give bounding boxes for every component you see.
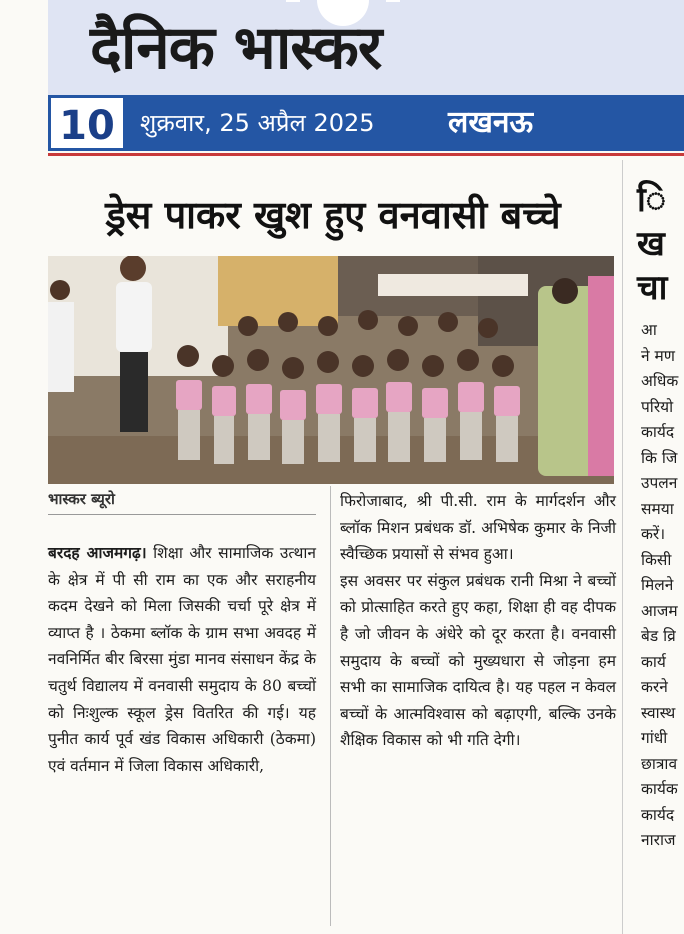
adjacent-line: समया	[641, 499, 674, 518]
adjacent-line: करने	[641, 678, 668, 696]
masthead	[48, 0, 684, 95]
article-paragraph: इस अवसर पर संकुल प्रबंधक रानी मिश्रा ने बच्चों को प्रोत्साहित करते हुए कहा, शिक्षा ही वह दीपक है जो जीवन के अंधेरे को दूर करता है। वनवासी समुदाय के बच्चों को मुख्यधारा से जोड़ना हम सभी का सामाजिक दायित्व है। यह पहल न केवल बच्चों के आत्मविश्वास को बढ़ाएगी, बल्कि उनके शैक्षिक विकास को भी गति देगी।	[340, 571, 616, 750]
adjacent-column	[641, 318, 678, 854]
adjacent-line: बेड व्रि	[641, 627, 676, 645]
article-photo	[48, 256, 614, 484]
adjacent-line: कार्यद	[641, 423, 675, 441]
adjacent-line: कार्य	[641, 652, 666, 671]
adjacent-line: कार्यद	[641, 805, 675, 824]
edition-city: लखनऊ	[448, 105, 534, 140]
adjacent-line: किसी	[641, 550, 672, 569]
adjacent-line: आ	[641, 321, 657, 339]
article-column-1	[48, 540, 316, 779]
article-column-2	[340, 488, 616, 754]
adjacent-line: कि जि	[641, 448, 678, 467]
column-rule	[330, 486, 331, 926]
dateline-bar	[48, 95, 684, 151]
adjacent-headline-line: ख	[637, 224, 665, 264]
adjacent-line: मिलने	[641, 576, 674, 594]
adjacent-line: ने मण	[641, 346, 676, 365]
adjacent-headline	[637, 178, 667, 310]
adjacent-line: कार्यक	[641, 780, 678, 798]
adjacent-line: स्वास्थ	[641, 703, 676, 722]
adjacent-article	[622, 160, 684, 934]
adjacent-line: गांधी	[641, 729, 668, 747]
adjacent-headline-line: ि	[637, 180, 667, 220]
page-number: 10	[48, 95, 126, 151]
byline-rule	[48, 514, 316, 515]
adjacent-line: आजम	[641, 601, 678, 620]
article-column-1-text: शिक्षा और सामाजिक उत्थान के क्षेत्र में पी सी राम का एक और सराहनीय कदम देखने को मिला जिसकी चर्चा पूरे क्षेत्र में व्याप्त है । ठेकमा ब्लॉक के ग्राम सभा अवदह में नवनिर्मित बीर बिरसा मुंडा मानव संसाधन केंद्र के चतुर्थ विद्यालय में वनवासी समुदाय के 80 बच्चों को निःशुल्क स्कूल ड्रेस वितरित की गई। यह पुनीत कार्य पूर्व खंड विकास अधिकारी (ठेकमा) एवं वर्तमान में जिला विकास अधिकारी,	[48, 544, 316, 775]
newspaper-name: दैनिक भास्कर	[90, 13, 382, 83]
adjacent-line: उपलन	[641, 474, 678, 492]
article-byline: भास्कर ब्यूरो	[48, 490, 115, 508]
adjacent-line: नाराज	[641, 831, 676, 849]
article-headline: ड्रेस पाकर खुश हुए वनवासी बच्चे	[105, 193, 561, 237]
issue-date: शुक्रवार, 25 अप्रैल 2025	[140, 109, 375, 137]
adjacent-line: छात्राव	[641, 754, 678, 773]
masthead-divider	[48, 153, 684, 156]
article-dateline-place: बरदह आजमगढ़।	[48, 543, 147, 562]
adjacent-line: अधिक	[641, 372, 679, 390]
article-paragraph: फिरोजाबाद, श्री पी.सी. राम के मार्गदर्शन और ब्लॉक मिशन प्रबंधक डॉ. अभिषेक कुमार के निजी स्वैच्छिक प्रयासों से संभव हुआ।	[340, 492, 616, 564]
adjacent-line: करें।	[641, 525, 666, 543]
adjacent-line: परियो	[641, 397, 674, 416]
adjacent-headline-line: चा	[637, 268, 668, 308]
